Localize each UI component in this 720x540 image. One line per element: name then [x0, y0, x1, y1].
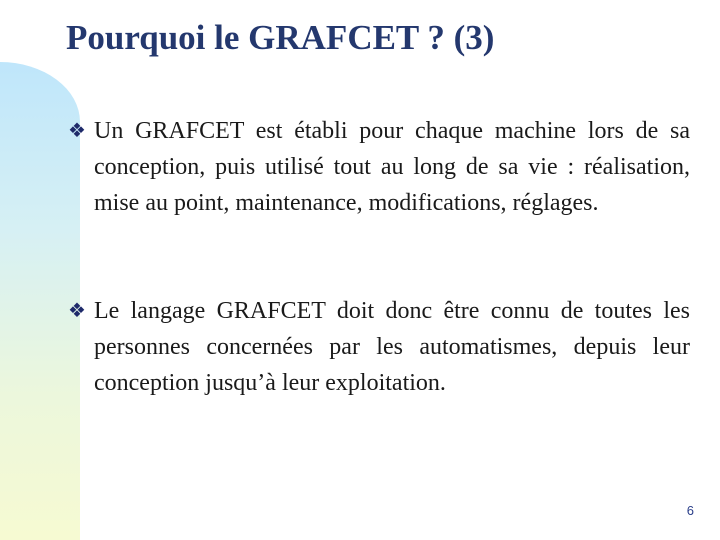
diamond-bullet-icon: ❖ [68, 120, 86, 142]
bullet-item-2 [68, 293, 690, 401]
page-number: 6 [686, 503, 694, 518]
bullet-text-1: Un GRAFCET est établi pour chaque machine lors de sa conception, puis utilisé tout au long de sa vie : réalisation, mise au point, maintenance, modifications, réglages. [94, 118, 690, 216]
bullet-text-2: Le langage GRAFCET doit donc être connu de toutes les personnes concernées par les automatismes, depuis leur conception jusqu’à leur exploitation. [94, 298, 690, 396]
diamond-bullet-icon: ❖ [68, 300, 86, 322]
bullet-item-1 [68, 113, 690, 221]
slide-title: Pourquoi le GRAFCET ? (3) [66, 18, 495, 57]
